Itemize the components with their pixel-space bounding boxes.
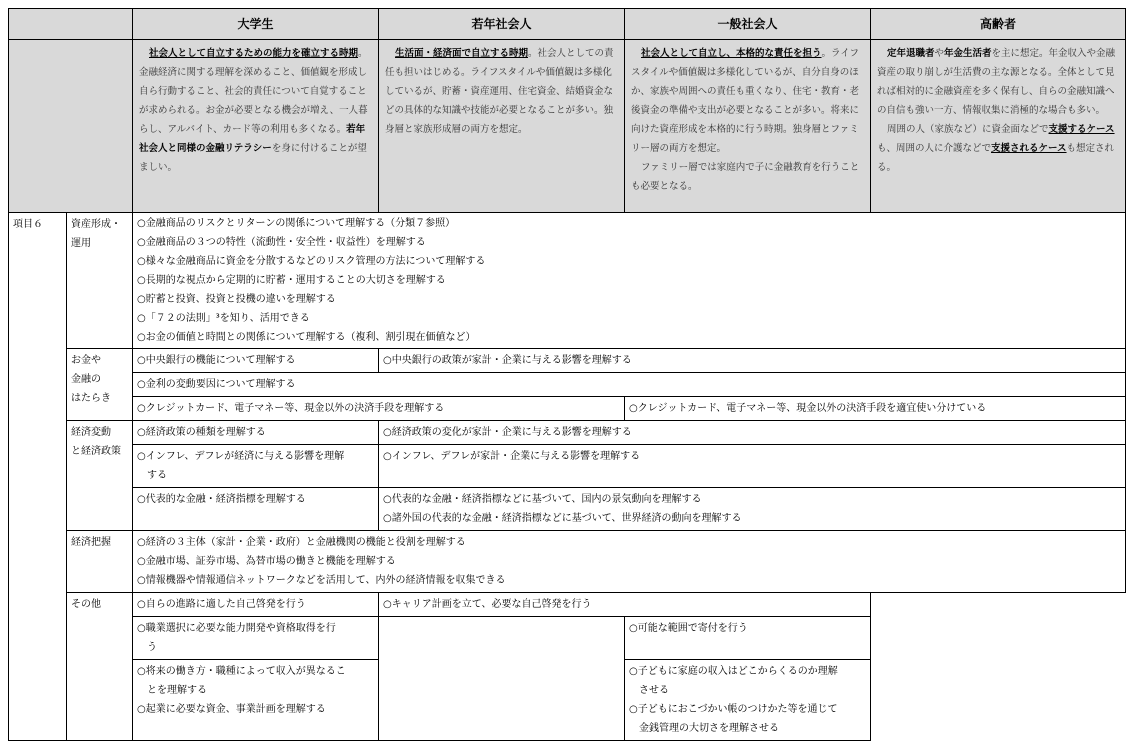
list-item: ○金融商品のリスクとリターンの関係について理解する（分類７参照） [137, 218, 456, 229]
cat1-label: 資産形成・運用 [67, 213, 133, 349]
cat5-row1 [9, 593, 1126, 617]
cat3-label: 経済変動 と経済政策 [67, 421, 133, 531]
list-item: ○お金の価値と時間との関係について理解する（複利、割引現在価値など） [137, 332, 476, 343]
header-young-worker: 若年社会人 [379, 9, 625, 40]
desc-university: 社会人として自立するための能力を確立する時期。金融経済に関する理解を深めること、価値観を形成し自ら行動すること、社会的責任について自覚することが求められる。お金が必要となる機会が増え、一人暮らし、アルバイト、カード等の利用も多くなる。若年社会人と同様の金融リテラシーを身に付けることが望ましい。 [133, 40, 379, 213]
list-item: ○金利の変動要因について理解する [133, 373, 1126, 397]
list-item: ○情報機器や情報通信ネットワークなどを活用して、内外の経済情報を収集できる [137, 575, 506, 586]
header-general-worker: 一般社会人 [625, 9, 871, 40]
list-item: ○金融市場、証券市場、為替市場の働きと機能を理解する [137, 556, 396, 567]
list-item: ○中央銀行の政策が家計・企業に与える影響を理解する [379, 349, 1126, 373]
corner-cell [9, 9, 133, 40]
literacy-table [8, 8, 1126, 741]
list-item: ○子どもに家庭の収入はどこからくるのか理解 させる ○子どもにおこづかい帳のつけかた等を通じて 金銭管理の大切さを理解させる [625, 660, 871, 741]
list-item: ○中央銀行の機能について理解する [133, 349, 379, 373]
item-label: 項目６ [9, 213, 67, 741]
list-item: ○金融商品の３つの特性（流動性・安全性・収益性）を理解する [137, 237, 426, 248]
list-item: ○代表的な金融・経済指標を理解する [133, 488, 379, 531]
cat1-row [9, 213, 1126, 349]
cat2-row3 [9, 397, 1126, 421]
header-senior: 高齢者 [871, 9, 1126, 40]
cat5-label: その他 [67, 593, 133, 741]
list-item: ○職業選択に必要な能力開発や資格取得を行 う [133, 617, 379, 660]
list-item: ○クレジットカード、電子マネー等、現金以外の決済手段を理解する [133, 397, 625, 421]
list-item: ○「７２の法則」³を知り、活用できる [137, 313, 310, 324]
cat3-row3 [9, 488, 1126, 531]
empty-cell [871, 617, 1126, 741]
cat4-items [133, 531, 1126, 593]
list-item: ○クレジットカード、電子マネー等、現金以外の決済手段を適宜使い分けている [625, 397, 1126, 421]
cat4-row [9, 531, 1126, 593]
cat1-items [133, 213, 1126, 349]
empty-cell [379, 617, 625, 741]
list-item: ○自らの進路に適した自己啓発を行う [133, 593, 379, 617]
list-item: ○インフレ、デフレが家計・企業に与える影響を理解する [379, 445, 1126, 488]
header-university: 大学生 [133, 9, 379, 40]
header-row [9, 9, 1126, 40]
list-item: ○様々な金融商品に資金を分散するなどのリスク管理の方法について理解する [137, 256, 486, 267]
list-item: ○長期的な視点から定期的に貯蓄・運用することの大切さを理解する [137, 275, 446, 286]
cat3-row1 [9, 421, 1126, 445]
list-item: ○キャリア計画を立て、必要な自己啓発を行う [379, 593, 871, 617]
cat5-row2 [9, 617, 1126, 660]
cat2-row1 [9, 349, 1126, 373]
list-item: ○経済政策の種類を理解する [133, 421, 379, 445]
list-item: ○インフレ、デフレが経済に与える影響を理解 する [133, 445, 379, 488]
empty-cell [871, 593, 1126, 617]
desc-young-worker: 生活面・経済面で自立する時期。社会人としての責任も担いはじめる。ライフスタイルや価値観は多様化しているが、貯蓄・資産運用、住宅資金、結婚資金などの具体的な知識や技能が必要となることが多い。独身層と家族形成層の両方を想定。 [379, 40, 625, 213]
description-row [9, 40, 1126, 213]
list-item: ○貯蓄と投資、投資と投機の違いを理解する [137, 294, 336, 305]
desc-general-worker: 社会人として自立し、本格的な責任を担う。ライフスタイルや価値観は多様化しているが、自分自身のほか、家族や周囲への責任も重くなり、住宅・教育・老後資金の準備や支出が必要となることが多い。将来に向けた資産形成を本格的に行う時期。独身層とファミリー層の両方を想定。 ファミリー層では家庭内で子に金融教育を行うことも必要となる。 [625, 40, 871, 213]
list-item: ○可能な範囲で寄付を行う [625, 617, 871, 660]
list-item: ○経済の３主体（家計・企業・政府）と金融機関の機能と役割を理解する [137, 537, 466, 548]
description-corner [9, 40, 133, 213]
cat3-row2 [9, 445, 1126, 488]
list-item: ○将来の働き方・職種によって収入が異なるこ とを理解する ○起業に必要な資金、事業計画を理解する [133, 660, 379, 741]
cat2-row2 [9, 373, 1126, 397]
list-item: ○経済政策の変化が家計・企業に与える影響を理解する [379, 421, 1126, 445]
desc-senior: 定年退職者や年金生活者を主に想定。年金収入や金融資産の取り崩しが生活費の主な源となる。全体として見れば相対的に金融資産を多く保有し、自らの金融知識への自信も強い一方、情報収集に消極的な場合も多い。 周囲の人（家族など）に資金面などで支援するケースも、周囲の人に介護などで支援されるケースも想定される。 [871, 40, 1126, 213]
list-item: ○代表的な金融・経済指標などに基づいて、国内の景気動向を理解する ○諸外国の代表的な金融・経済指標などに基づいて、世界経済の動向を理解する [379, 488, 1126, 531]
cat2-label: お金や 金融の はたらき [67, 349, 133, 421]
cat4-label: 経済把握 [67, 531, 133, 593]
